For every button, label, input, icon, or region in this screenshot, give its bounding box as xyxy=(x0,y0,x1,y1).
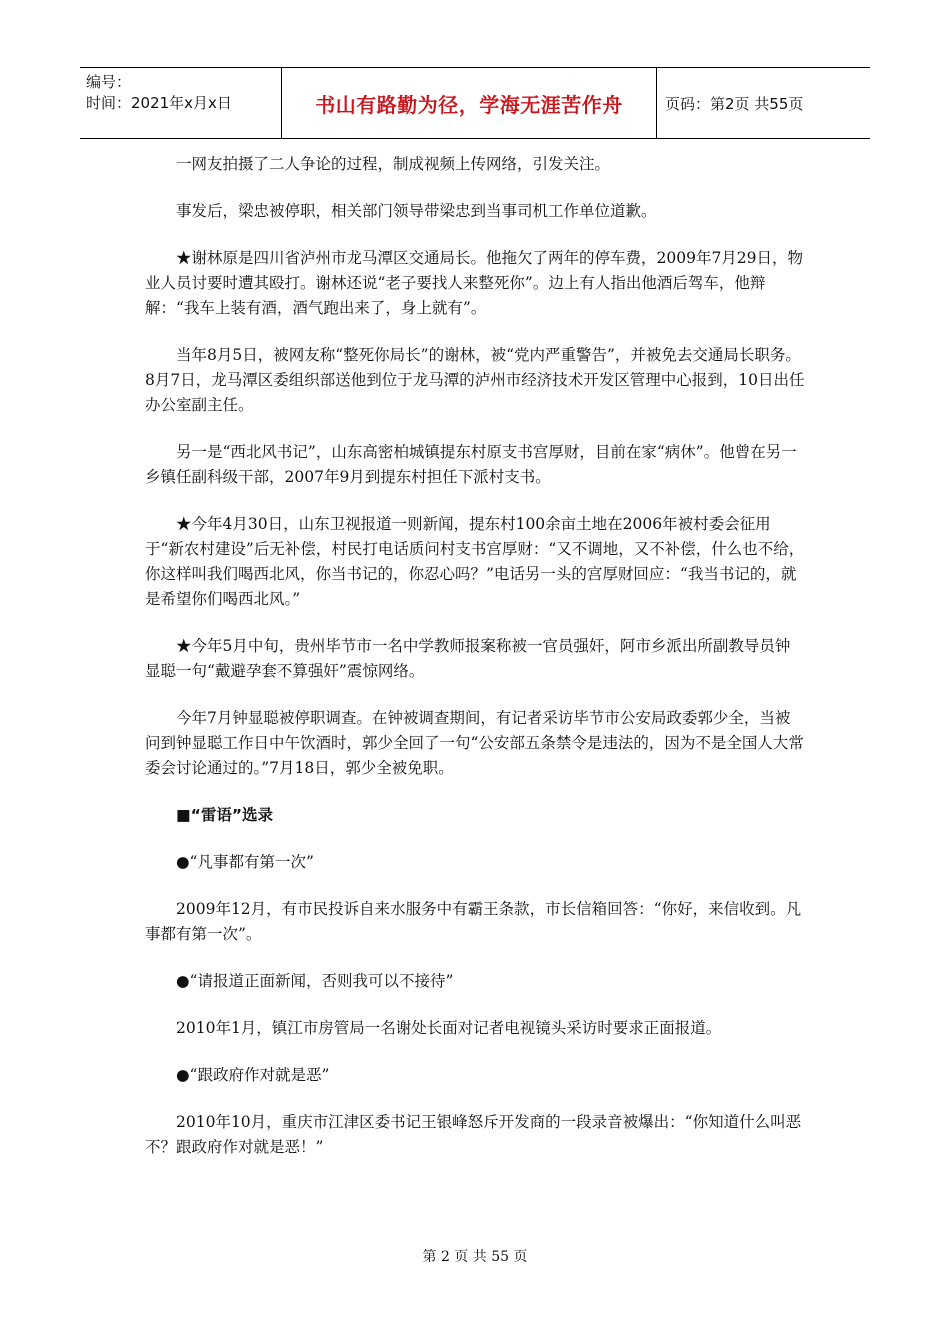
header-page-info: 页码：第2页 共55页 xyxy=(665,94,804,113)
paragraph: ★谢林原是四川省泸州市龙马潭区交通局长。他拖欠了两年的停车费，2009年7月29日，物业人员讨要时遭其殴打。谢林还说“老子要找人来整死你”。边上有人指出他酒后驾车，他辩解：“我车上装有酒，酒气跑出来了，身上就有”。 xyxy=(145,249,804,317)
paragraph: 事发后，梁忠被停职，相关部门领导带梁忠到当事司机工作单位道歉。 xyxy=(176,202,657,220)
header-meta xyxy=(80,68,282,138)
page-footer: 第 2 页 共 55 页 xyxy=(422,1249,528,1265)
paragraph: 2009年12月，有市民投诉自来水服务中有霸王条款，市长信箱回答：“你好，来信收到。凡事都有第一次”。 xyxy=(145,900,802,943)
document-number-label: 编号： xyxy=(86,73,132,91)
header-motto: 书山有路勤为径，学海无涯苦作舟 xyxy=(282,68,657,138)
paragraph: 今年7月钟显聪被停职调查。在钟被调查期间，有记者采访毕节市公安局政委郭少全，当被问到钟显聪工作日中午饮酒时，郭少全回了一句“公安部五条禁令是违法的，因为不是全国人大常委会讨论通过的。”7月18日，郭少全被免职。 xyxy=(145,709,804,777)
page-header xyxy=(80,67,870,139)
paragraph: 另一是“西北风书记”，山东高密柏城镇提东村原支书宫厚财，目前在家“病休”。他曾在另一乡镇任副科级干部，2007年9月到提东村担任下派村支书。 xyxy=(145,443,797,486)
document-date: 时间：2021年x月x日 xyxy=(86,94,232,112)
quote-heading: ●“凡事都有第一次” xyxy=(176,853,314,871)
quote-heading: ●“跟政府作对就是恶” xyxy=(176,1066,330,1084)
paragraph: 一网友拍摄了二人争论的过程，制成视频上传网络，引发关注。 xyxy=(176,155,611,173)
document-body xyxy=(145,152,805,1182)
paragraph: 2010年1月，镇江市房管局一名谢处长面对记者电视镜头采访时要求正面报道。 xyxy=(176,1019,722,1037)
paragraph: 当年8月5日，被网友称“整死你局长”的谢林，被“党内严重警告”，并被免去交通局长职务。8月7日，龙马潭区委组织部送他到位于龙马潭的泸州市经济技术开发区管理中心报到，10日出任办公室副主任。 xyxy=(145,346,805,414)
quote-heading: ●“请报道正面新闻，否则我可以不接待” xyxy=(176,972,454,990)
paragraph: ★今年4月30日，山东卫视报道一则新闻，提东村100余亩土地在2006年被村委会征用于“新农村建设”后无补偿，村民打电话质问村支书宫厚财：“又不调地，又不补偿，什么也不给，你这样叫我们喝西北风，你当书记的，你忍心吗？”电话另一头的宫厚财回应：“我当书记的，就是希望你们喝西北风。” xyxy=(145,515,805,608)
section-heading: ■“雷语”选录 xyxy=(176,806,274,824)
paragraph: 2010年10月，重庆市江津区委书记王银峰怒斥开发商的一段录音被爆出：“你知道什么叫恶不？跟政府作对就是恶！” xyxy=(145,1113,802,1156)
paragraph: ★今年5月中旬，贵州毕节市一名中学教师报案称被一官员强奸，阿市乡派出所副教导员钟显聪一句“戴避孕套不算强奸”震惊网络。 xyxy=(145,637,791,680)
